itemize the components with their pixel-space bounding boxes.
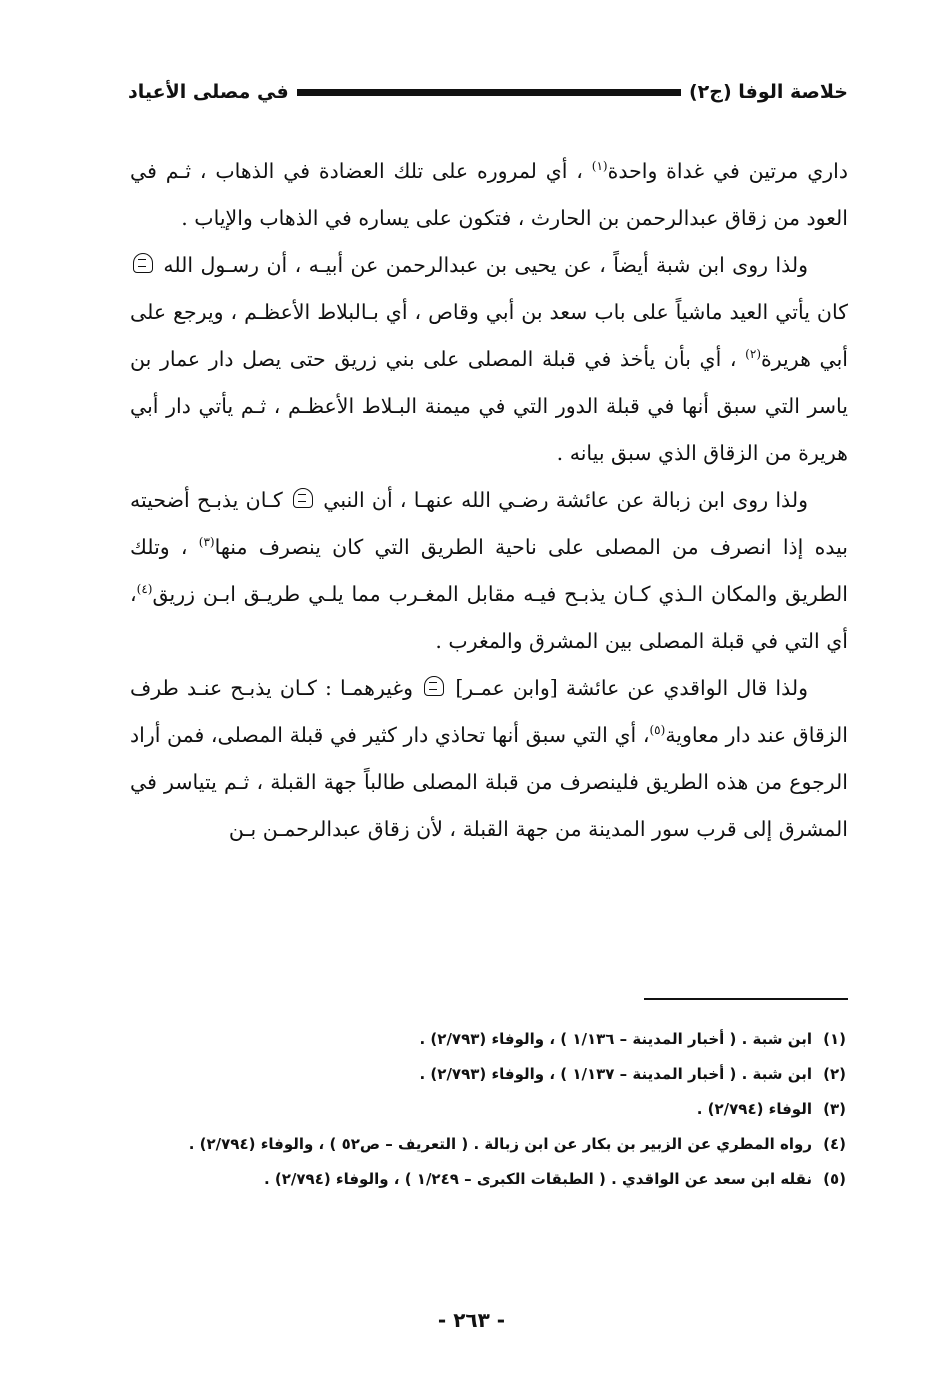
paragraph-1 xyxy=(130,148,848,242)
footnote-ref-3: (٣) xyxy=(198,535,215,550)
header-rule xyxy=(297,89,681,96)
footnote-ref-4: (٤) xyxy=(136,582,153,597)
footnote-3 xyxy=(140,1092,846,1127)
paragraph-2 xyxy=(130,242,848,477)
footnotes xyxy=(140,1022,846,1197)
footnote-text: ابن شبة . ( أخبار المدينة – ١/١٣٧ ) ، والوفاء (٢/٧٩٣) . xyxy=(419,1065,812,1083)
paragraph-text: ، وتلك الطريق والمكان الـذي كـان يذبـح فيـه مقابل المغـرب مما يلـي طريـق ابـن زريق xyxy=(130,535,848,606)
header-book-title: خلاصة الوفا (ج٢) xyxy=(688,81,848,103)
footnote-ref-1: (١) xyxy=(591,159,608,174)
footnote-ref-2: (٢) xyxy=(745,347,761,362)
paragraph-text: ولذا روى ابن زبالة عن عائشة رضـي الله عنهـا ، أن النبي xyxy=(323,488,808,512)
radiallahu-honorific-icon xyxy=(424,676,444,696)
footnote-separator xyxy=(644,998,848,1000)
paragraph-text: ، أي التي سبق أنها تحاذي دار كثير في قبلة المصلى، فمن أراد الرجوع من هذه الطريق فلينصرف من قبلة المصلى طالباً جهة القبلة ، ثـم يتياسر في المشرق إلى قرب سور المدينة من جهة القبلة ، لأن زقاق عبدالرحمـن بـن xyxy=(130,723,848,841)
paragraph-text: ، أي بأن يأخذ في قبلة المصلى على بني زريق حتى يصل دار عمار بن ياسر التي سبق أنها في قبلة الدور التي في ميمنة البـلاط الأعظـم ، ثـم يأتي دار أبي هريرة من الزقاق الذي سبق بيانه . xyxy=(130,347,848,465)
paragraph-text: ولذا قال الواقدي عن عائشة [وابن عمـر] xyxy=(455,676,808,700)
paragraph-text: كان يأتي العيد ماشياً على باب سعد بن أبي وقاص ، أي بـالبلاط الأعظـم ، ويرجع على أبي هريرة xyxy=(130,300,848,371)
footnote-text: نقله ابن سعد عن الواقدي . ( الطبقات الكبرى – ١/٢٤٩ ) ، والوفاء (٢/٧٩٤) . xyxy=(263,1170,812,1188)
paragraph-3 xyxy=(130,477,848,665)
paragraph-text: ولذا روى ابن شبة أيضاً ، عن يحيى بن عبدالرحمن عن أبيـه ، أن رسـول الله xyxy=(163,253,808,277)
footnote-number: (٢) xyxy=(823,1065,846,1083)
footnote-text: الوفاء (٢/٧٩٤) . xyxy=(696,1100,812,1118)
footnote-4 xyxy=(140,1127,846,1162)
salawat-honorific-icon xyxy=(133,253,153,273)
paragraph-text: داري مرتين في غداة واحدة xyxy=(607,159,848,183)
paragraph-text: وغيرهمـا : كـان يذبـح عنـد طرف الزقاق عند دار معاوية xyxy=(130,676,848,747)
footnote-number: (٤) xyxy=(823,1135,846,1153)
header-chapter-title: في مصلى الأعياد xyxy=(128,81,289,103)
running-header xyxy=(128,72,848,112)
footnote-1 xyxy=(140,1022,846,1057)
paragraph-4 xyxy=(130,665,848,853)
paragraph-text: ، أي التي في قبلة المصلى بين المشرق والمغرب . xyxy=(130,582,848,653)
footnote-text: ابن شبة . ( أخبار المدينة – ١/١٣٦ ) ، والوفاء (٢/٧٩٣) . xyxy=(419,1030,812,1048)
footnote-text: رواه المطري عن الزبير بن بكار عن ابن زبالة . ( التعريف – ص٥٢ ) ، والوفاء (٢/٧٩٤) . xyxy=(188,1135,812,1153)
main-text xyxy=(130,148,848,853)
footnote-2 xyxy=(140,1057,846,1092)
paragraph-text: كـان يذبـح أضحيته بيده إذا انصرف من المصلى على ناحية الطريق التي كان ينصرف منها xyxy=(130,488,848,559)
footnote-number: (٥) xyxy=(823,1170,846,1188)
paragraph-text: ، أي لمروره على تلك العضادة في الذهاب ، ثـم في العود من زقاق عبدالرحمن بن الحارث ، فتكون على يساره في الذهاب والإياب . xyxy=(130,159,848,230)
footnote-number: (١) xyxy=(823,1030,846,1048)
page-number: - ٢٦٣ - xyxy=(437,1308,506,1332)
footnote-5 xyxy=(140,1162,846,1197)
salawat-honorific-icon xyxy=(293,488,313,508)
footnote-ref-5: (٥) xyxy=(649,723,666,738)
footnote-number: (٣) xyxy=(823,1100,846,1118)
